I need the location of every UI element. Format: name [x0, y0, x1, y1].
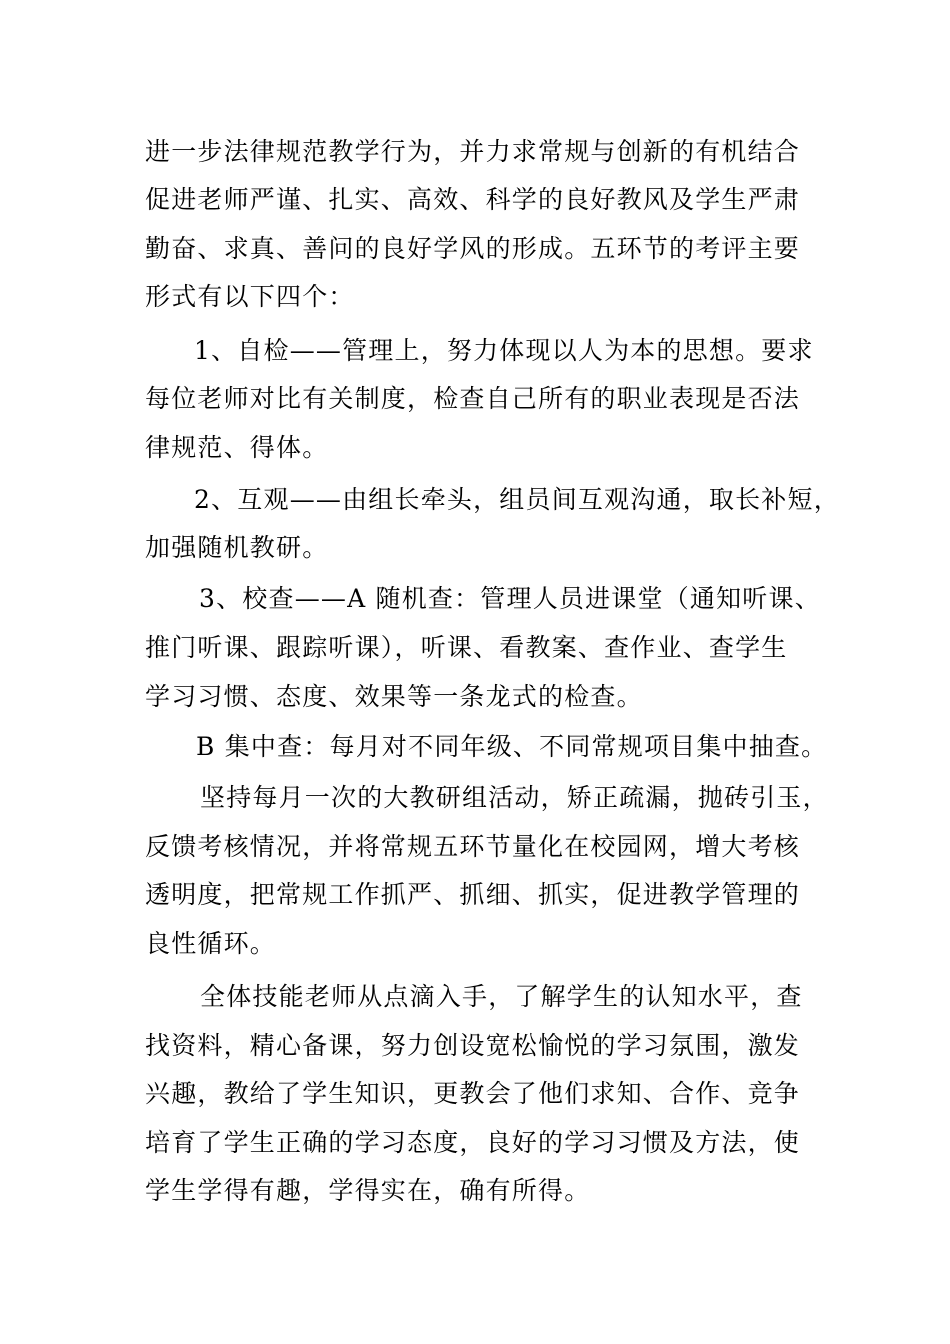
- text-line: 培育了学生正确的学习态度，良好的学习习惯及方法，使: [145, 1128, 801, 1157]
- text-line: 促进老师严谨、扎实、高效、科学的良好教风及学生严肃: [145, 185, 801, 214]
- text-line: 律规范、得体。: [145, 433, 329, 462]
- text-line: 良性循环。: [145, 929, 277, 958]
- text-line: 推门听课、跟踪听课），听课、看教案、查作业、查学生: [145, 633, 788, 662]
- text-line: 学生学得有趣，学得实在，确有所得。: [145, 1176, 591, 1205]
- text-line: 坚持每月一次的大教研组活动，矫正疏漏，抛砖引玉，: [200, 783, 829, 812]
- text-line: 加强随机教研。: [145, 533, 329, 562]
- text-line: 进一步法律规范教学行为，并力求常规与创新的有机结合: [145, 137, 801, 166]
- text-line: 勤奋、求真、善问的良好学风的形成。五环节的考评主要: [145, 234, 801, 263]
- text-line: 兴趣，教给了学生知识，更教会了他们求知、合作、竞争: [145, 1079, 801, 1108]
- text-line: 3、校查——A 随机查：管理人员进课堂（通知听课、: [199, 584, 821, 613]
- text-line: 学习习惯、态度、效果等一条龙式的检查。: [145, 682, 643, 711]
- text-line: 2、互观——由组长牵头，组员间互观沟通，取长补短，: [194, 485, 840, 514]
- text-line: 透明度，把常规工作抓严、抓细、抓实，促进教学管理的: [145, 880, 801, 909]
- text-line: 1、自检——管理上，努力体现以人为本的思想。要求: [194, 336, 814, 365]
- text-line: 形式有以下四个：: [145, 282, 355, 311]
- text-line: 反馈考核情况，并将常规五环节量化在校园网，增大考核: [145, 832, 801, 861]
- text-line: 找资料，精心备课，努力创设宽松愉悦的学习氛围，激发: [145, 1031, 801, 1060]
- text-line: 全体技能老师从点滴入手，了解学生的认知水平，查: [200, 982, 803, 1011]
- text-line: 每位老师对比有关制度，检查自己所有的职业表现是否法: [145, 384, 801, 413]
- text-line: B 集中查：每月对不同年级、不同常规项目集中抽查。: [196, 732, 828, 761]
